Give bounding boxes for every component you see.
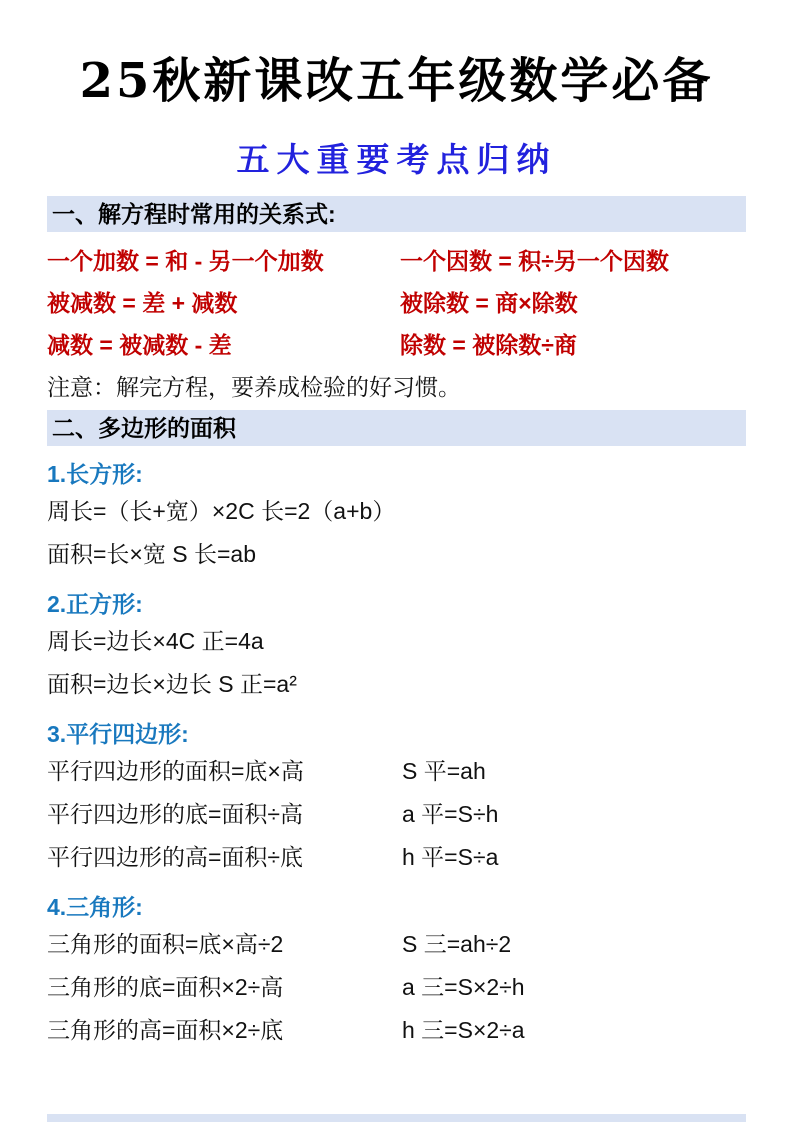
formula-right: S 三=ah÷2 <box>402 931 512 957</box>
formula-row <box>47 793 746 836</box>
section-2-header: 二、多边形的面积 <box>47 410 746 446</box>
section-1-header: 一、解方程时常用的关系式: <box>47 196 746 232</box>
formula-right: a 三=S×2÷h <box>402 974 525 1000</box>
equation-relations-list <box>47 240 746 366</box>
formula-row <box>47 240 746 282</box>
subsection-triangle-title: 4.三角形: <box>47 894 143 920</box>
square-area-formula: 面积=边长×边长 S 正=a² <box>47 671 297 697</box>
formula-row <box>47 836 746 879</box>
formula-row <box>47 750 746 793</box>
rectangle-area-formula: 面积=长×宽 S 长=ab <box>47 541 256 567</box>
subsection-parallelogram-title: 3.平行四边形: <box>47 721 189 747</box>
formula-right: S 平=ah <box>402 758 486 784</box>
formula-right: h 三=S×2÷a <box>402 1017 525 1043</box>
subsection-square-title: 2.正方形: <box>47 591 143 617</box>
subsection-rectangle-title: 1.长方形: <box>47 461 143 487</box>
next-section-header-partial <box>47 1114 746 1122</box>
formula-row <box>47 966 746 1009</box>
formula-right: 被除数 = 商×除数 <box>400 290 578 316</box>
formula-right: 除数 = 被除数÷商 <box>400 332 577 358</box>
page-title: 25秋新课改五年级数学必备 <box>79 53 714 109</box>
formula-row <box>47 282 746 324</box>
formula-left: 被减数 = 差 + 减数 <box>47 290 238 316</box>
formula-left: 减数 = 被减数 - 差 <box>47 332 232 358</box>
formula-left: 三角形的面积=底×高÷2 <box>47 931 284 957</box>
formula-right: 一个因数 = 积÷另一个因数 <box>400 248 669 274</box>
section-1-note: 注意：解完方程，要养成检验的好习惯。 <box>47 374 461 400</box>
formula-left: 平行四边形的底=面积÷高 <box>47 801 304 827</box>
page-subtitle: 五大重要考点归纳 <box>236 140 557 179</box>
formula-left: 三角形的高=面积×2÷底 <box>47 1017 284 1043</box>
formula-right: a 平=S÷h <box>402 801 499 827</box>
formula-row <box>47 1009 746 1052</box>
formula-left: 平行四边形的高=面积÷底 <box>47 844 304 870</box>
square-perimeter-formula: 周长=边长×4C 正=4a <box>47 628 264 654</box>
formula-left: 三角形的底=面积×2÷高 <box>47 974 284 1000</box>
formula-row <box>47 923 746 966</box>
formula-right: h 平=S÷a <box>402 844 499 870</box>
formula-left: 平行四边形的面积=底×高 <box>47 758 304 784</box>
formula-row <box>47 324 746 366</box>
rectangle-perimeter-formula: 周长=（长+宽）×2C 长=2（a+b） <box>47 498 396 524</box>
formula-left: 一个加数 = 和 - 另一个加数 <box>47 248 324 274</box>
